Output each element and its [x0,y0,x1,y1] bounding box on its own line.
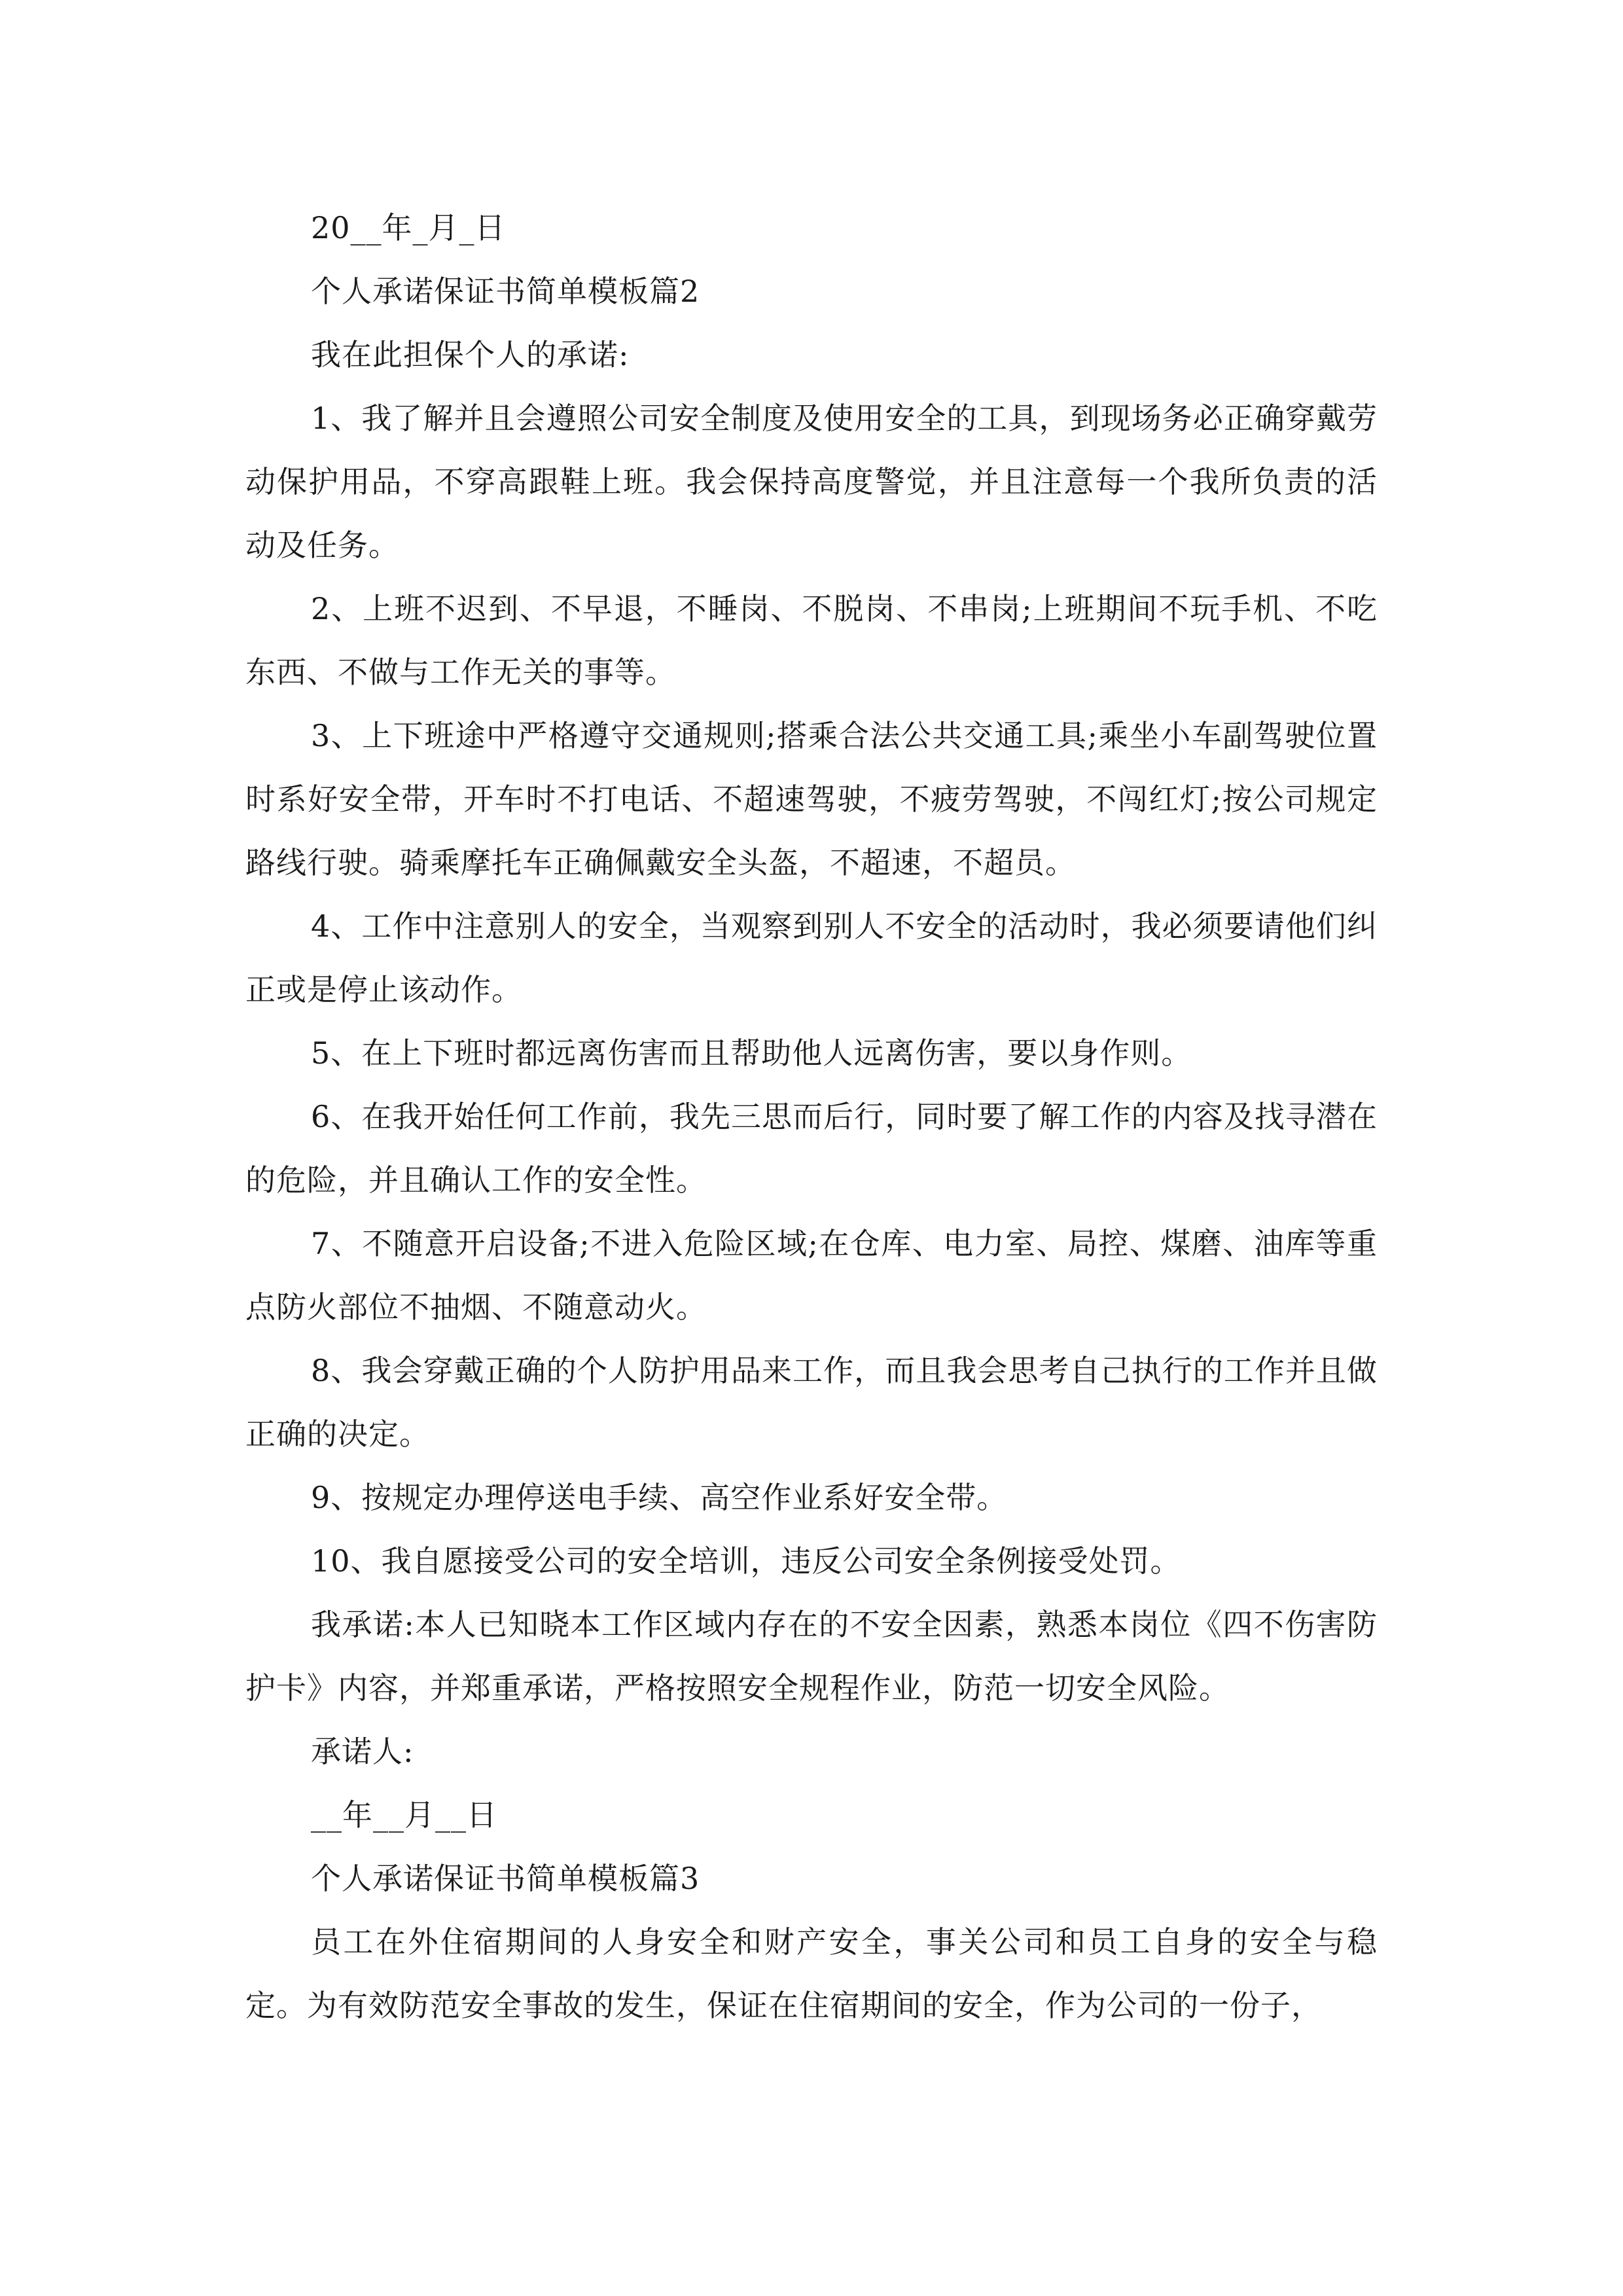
section-heading: 个人承诺保证书简单模板篇3 [311,1861,700,1896]
clause-2: 2、上班不迟到、不早退，不睡岗、不脱岗、不串岗;上班期间不玩手机、不吃东西、不做与工作无关的事等。 [245,591,1378,690]
clause-5: 5、在上下班时都远离伤害而且帮助他人远离伤害，要以身作则。 [311,1035,1192,1071]
clause-3: 3、上下班途中严格遵守交通规则;搭乘合法公共交通工具;乘坐小车副驾驶位置时系好安全带，开车时不打电话、不超速驾驶，不疲劳驾驶，不闯红灯;按公司规定路线行驶。骑乘摩托车正确佩戴安全头盔，不超速，不超员。 [245,718,1378,880]
clause-8: 8、我会穿戴正确的个人防护用品来工作，而且我会思考自己执行的工作并且做正确的决定。 [245,1353,1378,1452]
signature-date-line: __年__月__日 [311,1797,497,1833]
document-body [245,196,1378,2037]
clause-4: 4、工作中注意别人的安全，当观察到别人不安全的活动时，我必须要请他们纠正或是停止该动作。 [245,908,1378,1007]
clause-6: 6、在我开始任何工作前，我先三思而后行，同时要了解工作的内容及找寻潜在的危险，并且确认工作的安全性。 [245,1099,1378,1198]
commitment-statement: 我承诺:本人已知晓本工作区域内存在的不安全因素，熟悉本岗位《四不伤害防护卡》内容，并郑重承诺，严格按照安全规程作业，防范一切安全风险。 [245,1607,1378,1706]
intro-line: 我在此担保个人的承诺: [311,337,630,372]
date-line: 20__年_月_日 [311,210,506,245]
section-heading: 个人承诺保证书简单模板篇2 [311,274,700,309]
clause-10: 10、我自愿接受公司的安全培训，违反公司安全条例接受处罚。 [311,1543,1181,1579]
signatory-label: 承诺人: [311,1734,414,1769]
clause-7: 7、不随意开启设备;不进入危险区域;在仓库、电力室、局控、煤磨、油库等重点防火部位不抽烟、不随意动火。 [245,1226,1378,1325]
clause-9: 9、按规定办理停送电手续、高空作业系好安全带。 [311,1480,1008,1515]
clause-1: 1、我了解并且会遵照公司安全制度及使用安全的工具，到现场务必正确穿戴劳动保护用品，不穿高跟鞋上班。我会保持高度警觉，并且注意每一个我所负责的活动及任务。 [245,401,1378,563]
intro-paragraph: 员工在外住宿期间的人身安全和财产安全，事关公司和员工自身的安全与稳定。为有效防范安全事故的发生，保证在住宿期间的安全，作为公司的一份子， [245,1924,1378,2023]
